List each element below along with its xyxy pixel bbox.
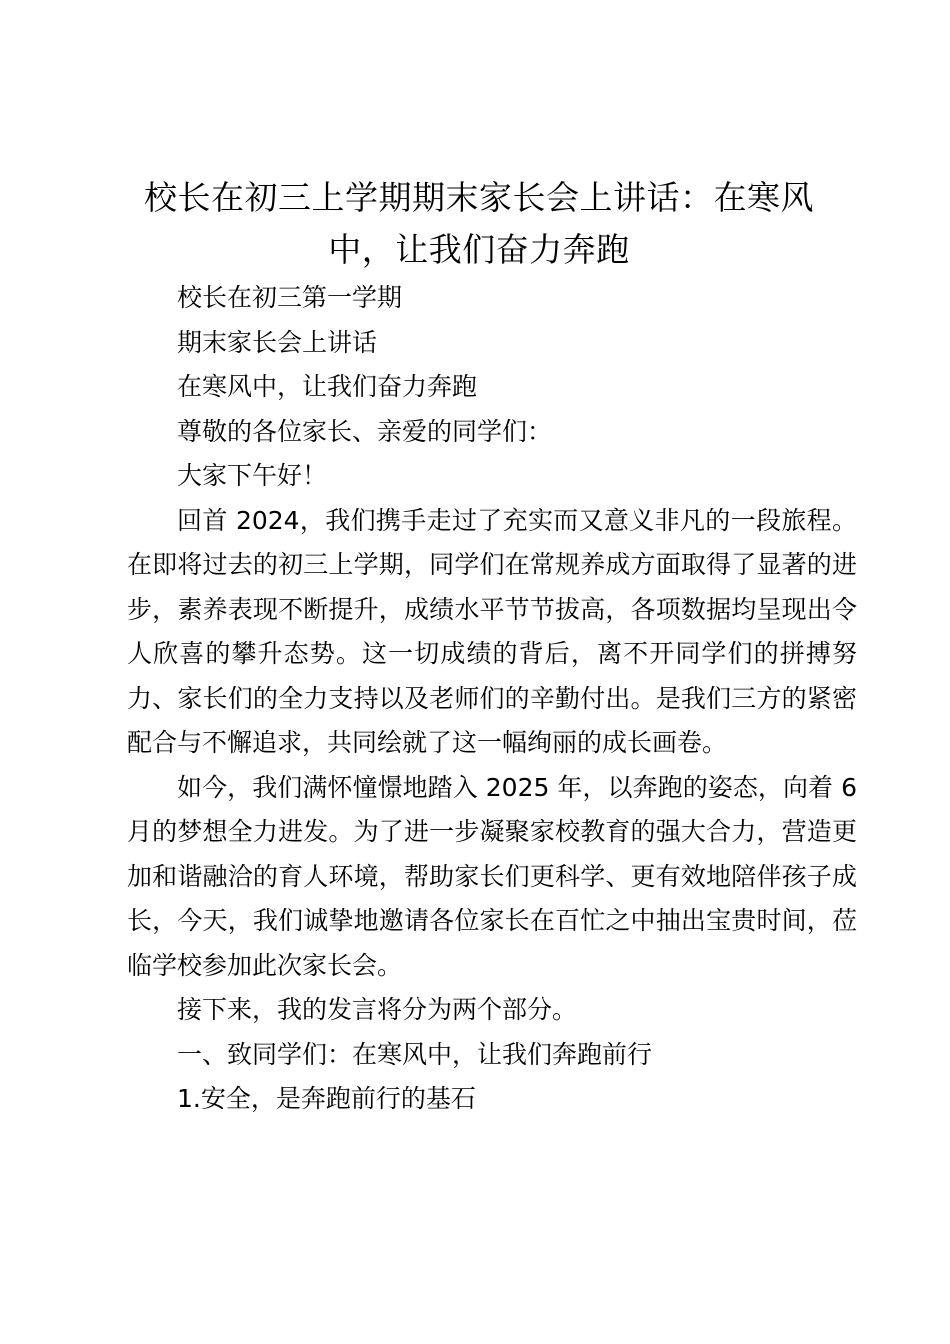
- document-title: 校长在初三上学期期末家长会上讲话：在寒风中，让我们奋力奔跑: [144, 178, 814, 269]
- subtitle-line-2: 期末家长会上讲话: [177, 327, 378, 357]
- paragraph-outline: 接下来，我的发言将分为两个部分。: [177, 995, 578, 1024]
- subtitle-line-3: 在寒风中，让我们奋力奔跑: [177, 372, 478, 401]
- greeting: 大家下午好！: [177, 461, 328, 490]
- document-body: [127, 276, 857, 1122]
- subsection-heading-1: 1.安全，是奔跑前行的基石: [177, 1084, 476, 1113]
- section-heading-1: 一、致同学们：在寒风中，让我们奔跑前行: [177, 1039, 653, 1069]
- paragraph-2025-goal: 如今，我们满怀憧憬地踏入 2025 年，以奔跑的姿态，向着 6 月的梦想全力进发。为了进一步凝聚家校教育的强大合力，营造更加和谐融洽的育人环境，帮助家长们更科学、更有效地陪伴孩子成长，今天，我们诚挚地邀请各位家长在百忙之中抽出宝贵时间，莅临学校参加此次家长会。: [127, 772, 857, 980]
- salutation: 尊敬的各位家长、亲爱的同学们：: [177, 416, 553, 446]
- subtitle-line-1: 校长在初三第一学期: [177, 283, 403, 312]
- paragraph-review-2024: 回首 2024，我们携手走过了充实而又意义非凡的一段旅程。在即将过去的初三上学期，同学们在常规养成方面取得了显著的进步，素养表现不断提升，成绩水平节节拔高，各项数据均呈现出令人欣喜的攀升态势。这一切成绩的背后，离不开同学们的拼搏努力、家长们的全力支持以及老师们的辛勤付出。是我们三方的紧密配合与不懈追求，共同绘就了这一幅绚丽的成长画卷。: [127, 505, 857, 757]
